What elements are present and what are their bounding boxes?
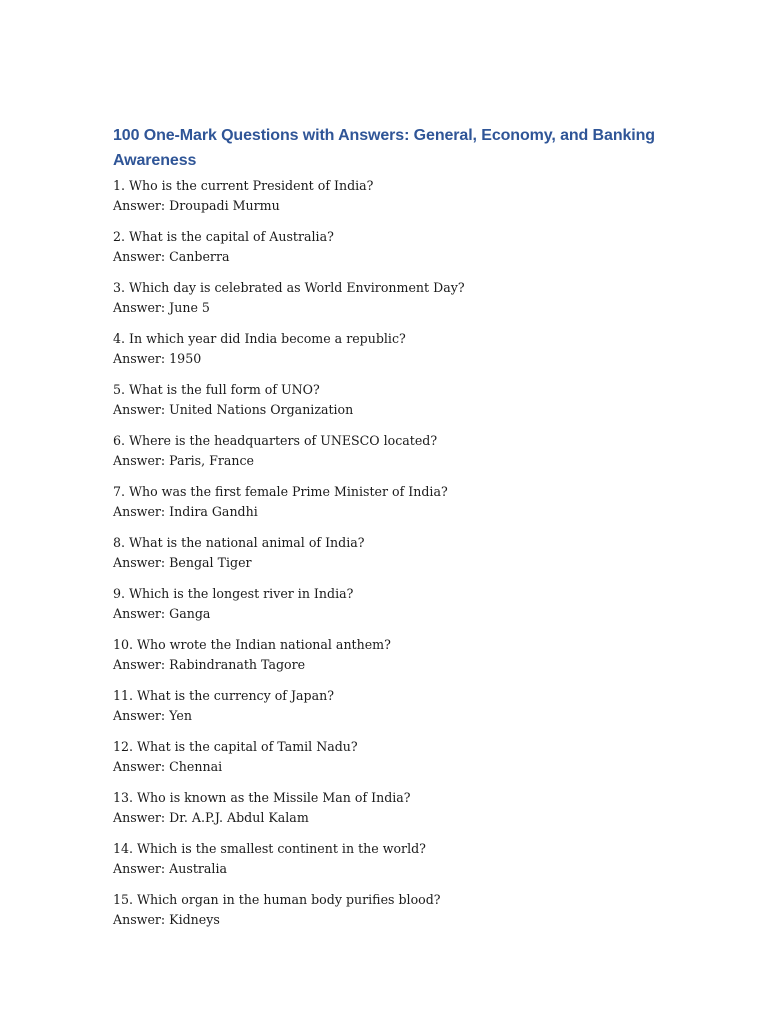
qa-item <box>113 788 673 827</box>
answer-text: Answer: Dr. A.P.J. Abdul Kalam <box>113 809 309 825</box>
question-text: 4. In which year did India become a republic? <box>113 331 406 346</box>
qa-item <box>113 380 673 419</box>
question-text: 12. What is the capital of Tamil Nadu? <box>113 739 358 754</box>
answer-text: Answer: United Nations Organization <box>113 401 354 417</box>
qa-item <box>113 329 673 368</box>
qa-item <box>113 635 673 674</box>
qa-item <box>113 737 673 776</box>
answer-text: Answer: Kidneys <box>113 911 220 927</box>
document-page <box>113 123 673 941</box>
question-text: 5. What is the full form of UNO? <box>113 382 320 397</box>
qa-item <box>113 584 673 623</box>
answer-text: Answer: 1950 <box>113 350 202 366</box>
answer-text: Answer: Indira Gandhi <box>113 503 258 519</box>
qa-item <box>113 431 673 470</box>
qa-item <box>113 686 673 725</box>
qa-item <box>113 482 673 521</box>
answer-text: Answer: Australia <box>113 860 227 876</box>
question-text: 10. Who wrote the Indian national anthem? <box>113 637 391 652</box>
question-text: 6. Where is the headquarters of UNESCO located? <box>113 433 438 448</box>
question-text: 13. Who is known as the Missile Man of India? <box>113 790 411 805</box>
answer-text: Answer: Rabindranath Tagore <box>113 656 306 672</box>
question-text: 3. Which day is celebrated as World Environment Day? <box>113 280 465 295</box>
qa-list <box>113 176 673 929</box>
answer-text: Answer: Canberra <box>113 248 230 264</box>
answer-text: Answer: Yen <box>113 707 192 723</box>
question-text: 15. Which organ in the human body purifies blood? <box>113 892 441 907</box>
answer-text: Answer: Ganga <box>113 605 211 621</box>
answer-text: Answer: Droupadi Murmu <box>113 197 280 213</box>
qa-item <box>113 278 673 317</box>
qa-item <box>113 533 673 572</box>
answer-text: Answer: Chennai <box>113 758 223 774</box>
question-text: 2. What is the capital of Australia? <box>113 229 334 244</box>
question-text: 8. What is the national animal of India? <box>113 535 365 550</box>
answer-text: Answer: Bengal Tiger <box>113 554 252 570</box>
answer-text: Answer: June 5 <box>113 299 210 315</box>
qa-item <box>113 227 673 266</box>
answer-text: Answer: Paris, France <box>113 452 254 468</box>
qa-item <box>113 839 673 878</box>
question-text: 9. Which is the longest river in India? <box>113 586 354 601</box>
qa-item <box>113 176 673 215</box>
question-text: 11. What is the currency of Japan? <box>113 688 334 703</box>
question-text: 7. Who was the first female Prime Minister of India? <box>113 484 448 499</box>
qa-item <box>113 890 673 929</box>
question-text: 1. Who is the current President of India? <box>113 178 374 193</box>
document-title: 100 One-Mark Questions with Answers: General, Economy, and Banking Awareness <box>113 127 655 169</box>
question-text: 14. Which is the smallest continent in the world? <box>113 841 426 856</box>
